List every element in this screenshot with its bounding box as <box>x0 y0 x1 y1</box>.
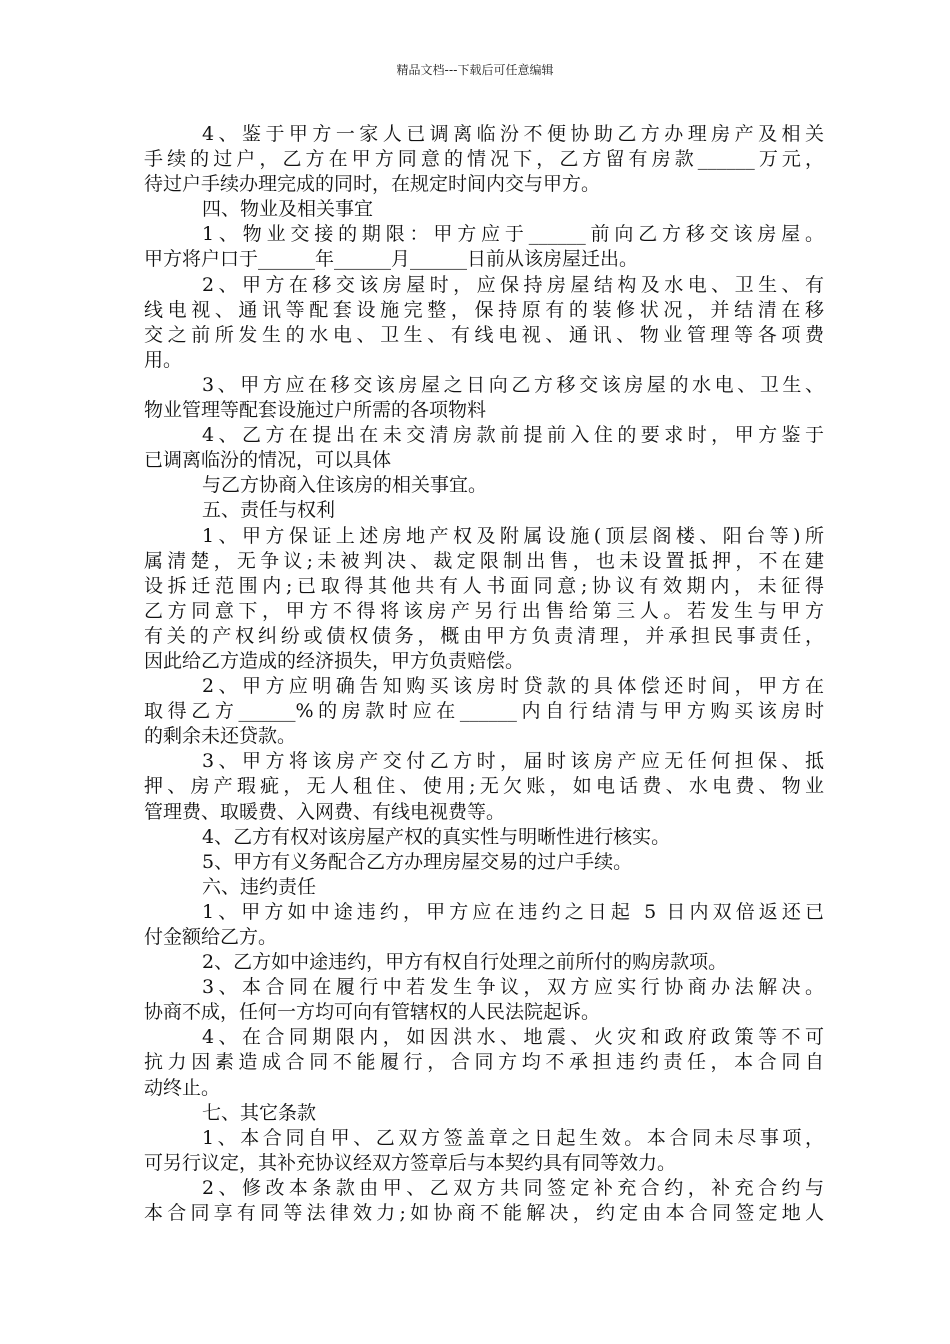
document-line: 属清楚，无争议;未被判决、裁定限制出售，也未设置抵押，不在建 <box>144 549 824 572</box>
document-line: 协商不成，任何一方均可向有管辖权的人民法院起诉。 <box>144 1001 601 1024</box>
document-line: 押、房产瑕疵，无人租住、使用;无欠账，如电话费、水电费、物业 <box>144 775 824 798</box>
document-line: 2、修改本条款由甲、乙双方共同签定补充合约，补充合约与 <box>202 1176 824 1199</box>
document-line: 有关的产权纠纷或债权债务，概由甲方负责清理，并承担民事责任， <box>144 624 824 647</box>
page-header: 精品文档---下载后可任意编辑 <box>396 63 554 77</box>
document-line: 线电视、通讯等配套设施完整，保持原有的装修状况，并结清在移 <box>144 298 824 321</box>
document-line: 因此给乙方造成的经济损失，甲方负责赔偿。 <box>144 649 525 672</box>
document-line: 4、乙方有权对该房屋产权的真实性与明晰性进行核实。 <box>202 825 671 848</box>
document-line: 4、乙方在提出在未交清房款前提前入住的要求时，甲方鉴于 <box>202 424 824 447</box>
document-line: 甲方将户口于______年______月______日前从该房屋迁出。 <box>144 248 639 271</box>
document-line: 抗力因素造成合同不能履行，合同方均不承担违约责任，本合同自 <box>144 1051 824 1074</box>
document-line: 乙方同意下，甲方不得将该房产另行出售给第三人。若发生与甲方 <box>144 599 824 622</box>
document-line: 3、本合同在履行中若发生争议，双方应实行协商办法解决。 <box>202 976 824 999</box>
document-line: 付金额给乙方。 <box>144 926 278 948</box>
document-line: 七、其它条款 <box>202 1101 317 1124</box>
document-body <box>144 122 824 1226</box>
document-line: 可另行议定，其补充协议经双方签章后与本契约具有同等效力。 <box>144 1151 677 1174</box>
document-line: 4、鉴于甲方一家人已调离临汾不便协助乙方办理房产及相关 <box>202 123 824 145</box>
document-line: 2、甲方在移交该房屋时，应保持房屋结构及水电、卫生、有 <box>202 273 824 296</box>
document-line: 五、责任与权利 <box>202 499 336 522</box>
document-line: 交之前所发生的水电、卫生、有线电视、通讯、物业管理等各项费 <box>144 323 824 346</box>
document-line: 取得乙方______%的房款时应在______内自行结清与甲方购买该房时 <box>144 700 824 723</box>
document-line: 物业管理等配套设施过户所需的各项物料 <box>144 399 487 422</box>
document-line: 1、甲方如中途违约，甲方应在违约之日起 5 日内双倍返还已 <box>202 900 824 923</box>
document-line: 管理费、取暖费、入网费、有线电视费等。 <box>144 800 506 823</box>
document-line: 1、甲方保证上述房地产权及附属设施(顶层阁楼、阳台等)所 <box>202 524 824 547</box>
document-line: 的剩余未还贷款。 <box>144 725 297 748</box>
document-line: 待过户手续办理完成的同时，在规定时间内交与甲方。 <box>144 173 601 196</box>
document-line: 1、物业交接的期限：甲方应于______前向乙方移交该房屋。 <box>202 223 824 246</box>
document-line: 与乙方协商入住该房的相关事宜。 <box>202 474 488 497</box>
document-line: 5、甲方有义务配合乙方办理房屋交易的过户手续。 <box>202 850 633 873</box>
document-line: 已调离临汾的情况，可以具体 <box>144 449 392 472</box>
document-line: 2、乙方如中途违约，甲方有权自行处理之前所付的购房款项。 <box>202 951 728 974</box>
document-line: 动终止。 <box>144 1076 221 1099</box>
document-line: 用。 <box>144 348 183 371</box>
document-line: 四、物业及相关事宜 <box>202 198 374 221</box>
document-line: 4、在合同期限内，如因洪水、地震、火灾和政府政策等不可 <box>202 1026 824 1049</box>
document-line: 设拆迁范围内;已取得其他共有人书面同意;协议有效期内，未征得 <box>144 574 824 597</box>
document-line: 2、甲方应明确告知购买该房时贷款的具体偿还时间，甲方在 <box>202 675 824 698</box>
document-line: 手续的过户，乙方在甲方同意的情况下，乙方留有房款______万元， <box>144 148 824 171</box>
document-line: 1、本合同自甲、乙双方签盖章之日起生效。本合同未尽事项， <box>202 1126 824 1149</box>
document-line: 3、甲方将该房产交付乙方时，届时该房产应无任何担保、抵 <box>202 750 824 773</box>
document-line: 3、甲方应在移交该房屋之日向乙方移交该房屋的水电、卫生、 <box>202 373 824 396</box>
document-line: 本合同享有同等法律效力;如协商不能解决，约定由本合同签定地人 <box>144 1202 824 1225</box>
document-line: 六、违约责任 <box>202 875 317 898</box>
